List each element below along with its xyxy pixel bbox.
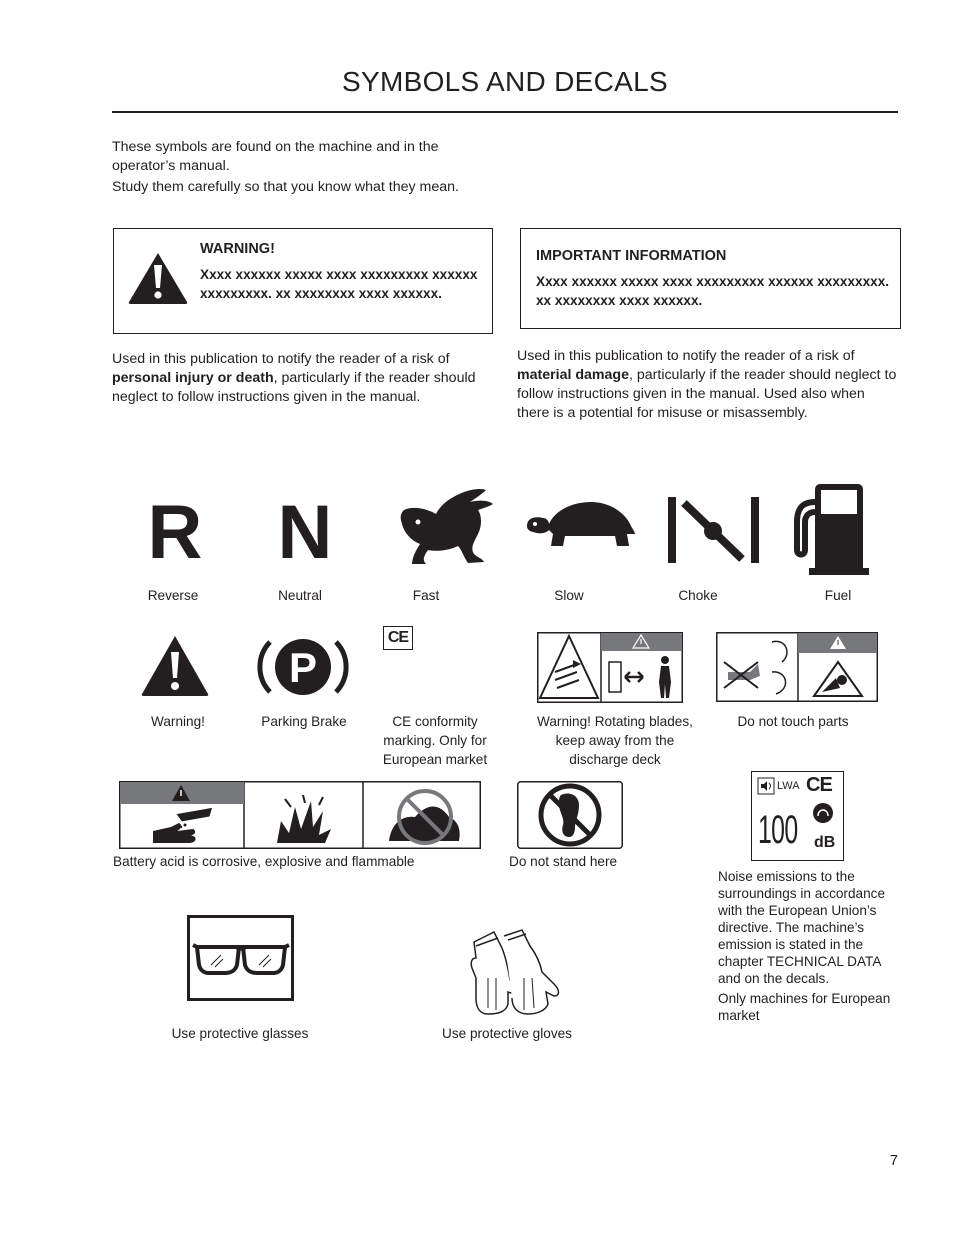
parking-brake-glyph: P	[288, 644, 318, 691]
do-not-stand-label: Do not stand here	[509, 854, 618, 869]
do-not-touch-label: Do not touch parts	[737, 714, 849, 729]
ear-protection-icon	[812, 802, 834, 824]
gloves-label: Use protective gloves	[442, 1026, 572, 1041]
fast-label: Fast	[412, 588, 440, 603]
fuel-label: Fuel	[824, 588, 852, 603]
page-title: SYMBOLS AND DECALS	[342, 66, 668, 97]
neutral-icon: N	[277, 490, 333, 575]
protective-glasses-icon	[187, 915, 294, 1001]
warning-desc-bold: personal injury or death	[112, 370, 274, 386]
do-not-touch-decal-icon	[716, 632, 878, 702]
choke-label: Choke	[678, 588, 718, 603]
important-info-box	[520, 228, 901, 329]
protective-gloves-icon	[468, 928, 568, 1016]
important-text: Xxxx xxxxxx xxxxx xxxx xxxxxxxxx xxxxxx xxxxxxxxx. xx xxxxxxxx xxxx xxxxxx.	[536, 274, 890, 308]
warning-triangle-icon	[127, 251, 189, 305]
title-rule	[112, 111, 898, 113]
warning-label: Warning!	[151, 714, 205, 729]
important-description	[517, 347, 897, 423]
important-desc-pre: Used in this publication to notify the reader of a risk of	[517, 348, 855, 364]
choke-icon	[666, 495, 761, 565]
fuel-pump-icon	[793, 482, 869, 576]
intro-text	[112, 138, 484, 199]
glasses-label: Use protective glasses	[171, 1026, 309, 1041]
intro-line-2: Study them carefully so that you know what they mean.	[112, 179, 459, 195]
battery-acid-decal-icon	[119, 781, 481, 849]
important-desc-bold: material damage	[517, 367, 629, 383]
rabbit-icon	[398, 488, 495, 566]
do-not-stand-decal-icon	[517, 781, 623, 849]
warning-icon	[140, 634, 210, 698]
battery-acid-label: Battery acid is corrosive, explosive and flammable	[113, 854, 415, 869]
important-heading: IMPORTANT INFORMATION	[536, 248, 727, 264]
noise-lwa: LWA	[777, 780, 800, 792]
warning-desc-post: , particularly if the reader should neglect to follow instructions given in the manual.	[112, 370, 476, 405]
reverse-label: Reverse	[147, 588, 199, 603]
noise-text-1: Noise emissions to the surroundings in accordance with the European Union’s directive. The machine’s emission is stated in the chapter TECHNICAL DATA and on the decals.	[718, 869, 886, 986]
ce-mark-icon: CE	[383, 626, 413, 650]
warning-box	[113, 228, 493, 334]
noise-unit: dB	[814, 834, 836, 851]
noise-text-2: Only machines for European market	[718, 991, 891, 1023]
intro-line-1: These symbols are found on the machine and in the operator’s manual.	[112, 139, 439, 174]
warning-description	[112, 350, 488, 407]
page-number: 7	[889, 1153, 898, 1169]
warning-text: Xxxx xxxxxx xxxxx xxxx xxxxxxxxx xxxxxx xxxxxxxxx. xx xxxxxxxx xxxx xxxxxx.	[200, 267, 478, 301]
neutral-label: Neutral	[278, 588, 322, 603]
ce-label: CE conformity marking. Only for European market	[382, 714, 488, 767]
important-desc-post: , particularly if the reader should neglect to follow instructions given in the manual. Used also when there is a potential for misuse or misassembly.	[517, 367, 897, 421]
noise-speaker-icon	[757, 777, 775, 795]
turtle-icon	[525, 500, 637, 552]
noise-decal	[751, 771, 844, 861]
warning-heading: WARNING!	[200, 241, 275, 257]
noise-ce-mark: CE	[806, 774, 832, 796]
rotating-blades-label: Warning! Rotating blades, keep away from the discharge deck	[537, 714, 693, 767]
warning-desc-pre: Used in this publication to notify the reader of a risk of	[112, 351, 450, 367]
noise-value: 100	[758, 808, 798, 852]
slow-label: Slow	[554, 588, 584, 603]
noise-description	[718, 868, 900, 1024]
reverse-icon: R	[147, 490, 203, 575]
rotating-blades-decal-icon	[537, 632, 683, 703]
parking-brake-label: Parking Brake	[261, 714, 347, 729]
parking-brake-icon	[258, 632, 348, 702]
